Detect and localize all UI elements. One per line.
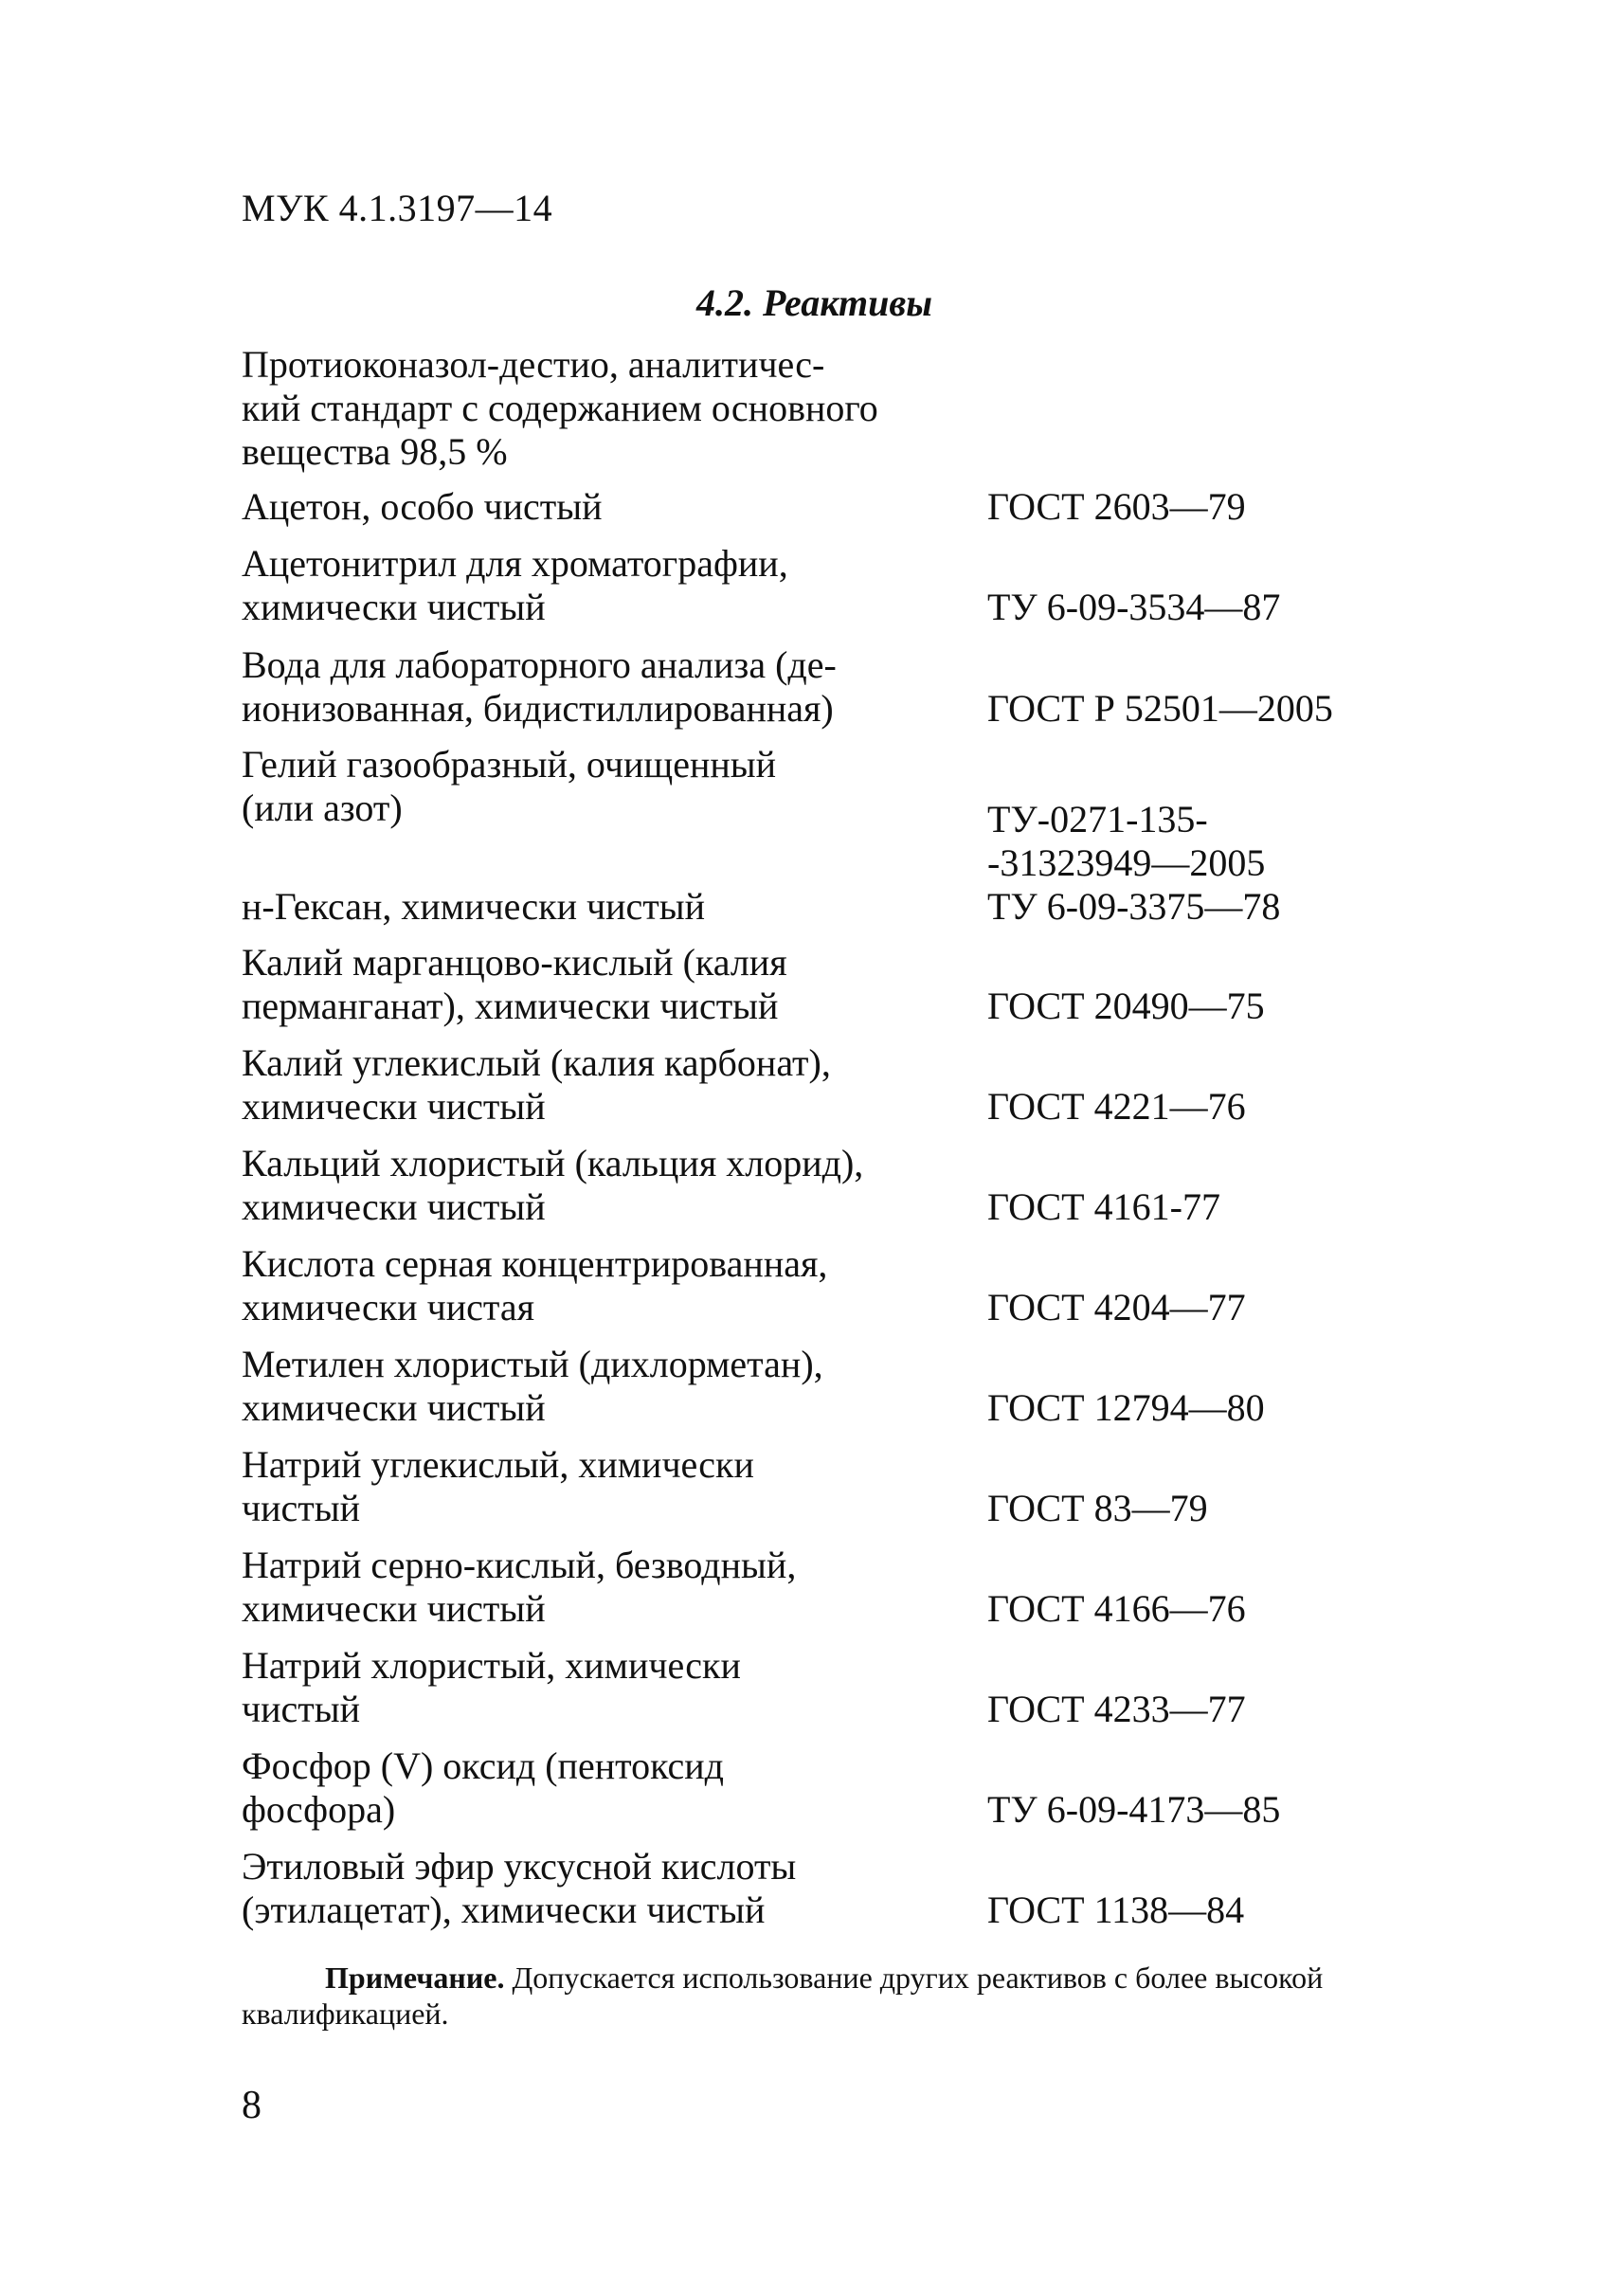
reagent-name — [242, 643, 962, 731]
reagent-name-line: н-Гексан, химически чистый — [242, 885, 706, 928]
section-title: 4.2. Реактивы — [696, 281, 932, 324]
reagent-name — [242, 1845, 962, 1932]
reagent-name — [242, 485, 962, 529]
reagent-standard-line: ГОСТ Р 52501—2005 — [987, 687, 1333, 730]
reagent-name — [242, 1242, 962, 1329]
reagent-standard-line: ТУ 6-09-3375—78 — [987, 885, 1281, 928]
reagent-name-line: химически чистый — [242, 586, 546, 628]
reagent-standard — [987, 586, 1280, 629]
reagent-name — [242, 1343, 962, 1430]
reagent-name-line: Натрий серно-кислый, безводный, — [242, 1544, 797, 1586]
reagent-name-line: чистый — [242, 1487, 361, 1529]
reagent-name — [242, 743, 962, 830]
reagent-standard-line: ГОСТ 4166—76 — [987, 1587, 1246, 1630]
reagent-name-line: химически чистый — [242, 1386, 546, 1429]
reagent-standard-line: ГОСТ 4161-77 — [987, 1185, 1220, 1228]
note — [242, 1960, 1416, 2032]
page-number: 8 — [242, 2084, 262, 2127]
reagent-name-line: Кислота серная концентрированная, — [242, 1242, 828, 1285]
reagent-name — [242, 1041, 962, 1129]
reagent-standard-line: ГОСТ 4233—77 — [987, 1688, 1246, 1730]
reagent-name-line: (этилацетат), химически чистый — [242, 1888, 766, 1931]
reagent-name-line: (или азот) — [242, 786, 403, 829]
reagent-name-line: Фосфор (V) оксид (пентоксид — [242, 1744, 725, 1787]
reagent-standard-line: ТУ 6-09-4173—85 — [987, 1788, 1281, 1831]
reagent-name-line: Калий марганцово-кислый (калия — [242, 941, 787, 984]
reagent-name — [242, 885, 962, 929]
reagent-name — [242, 941, 962, 1028]
reagent-name-line: Гелий газообразный, очищенный — [242, 743, 777, 786]
reagent-standard — [987, 1286, 1246, 1329]
reagent-name-line: ионизованная, бидистиллированная) — [242, 687, 834, 730]
reagent-name-line: Ацетонитрил для хроматографии, — [242, 542, 788, 585]
note-label: Примечание. — [325, 1961, 505, 1995]
reagent-standard — [987, 798, 1265, 885]
document-code: МУК 4.1.3197—14 — [242, 187, 553, 229]
reagent-standard — [987, 885, 1280, 929]
reagent-name-line: кий стандарт с содержанием основного — [242, 387, 878, 429]
reagent-name-line: Ацетон, особо чистый — [242, 485, 603, 528]
reagent-standard-line: -31323949—2005 — [987, 841, 1266, 884]
reagent-name-line: химически чистая — [242, 1286, 534, 1328]
reagent-name-line: чистый — [242, 1688, 361, 1730]
reagent-name-line: Этиловый эфир уксусной кислоты — [242, 1845, 797, 1888]
reagent-standard — [987, 985, 1265, 1028]
reagent-standard — [987, 485, 1246, 529]
reagent-standard — [987, 1185, 1220, 1229]
reagent-name — [242, 542, 962, 629]
reagent-standard-line: ГОСТ 12794—80 — [987, 1386, 1265, 1429]
reagent-name — [242, 1443, 962, 1530]
reagent-name-line: химически чистый — [242, 1085, 546, 1128]
reagent-standard-line: ГОСТ 4221—76 — [987, 1085, 1246, 1128]
reagent-standard — [987, 687, 1333, 731]
reagent-standard — [987, 1788, 1280, 1832]
reagent-standard — [987, 1688, 1246, 1731]
reagent-name-line: Метилен хлористый (дихлорметан), — [242, 1343, 823, 1385]
reagent-standard — [987, 1085, 1246, 1129]
reagent-name-line: химически чистый — [242, 1587, 546, 1630]
reagent-name — [242, 1644, 962, 1731]
reagent-standard — [987, 1888, 1244, 1932]
reagent-name — [242, 1544, 962, 1631]
reagent-name — [242, 343, 962, 474]
reagent-name — [242, 1142, 962, 1229]
reagent-name-line: вещества 98,5 % — [242, 430, 508, 473]
reagent-standard-line: ГОСТ 4204—77 — [987, 1286, 1246, 1328]
reagent-standard-line: ТУ-0271-135- — [987, 798, 1208, 840]
reagent-name-line: Протиоконазол-дестио, аналитичес- — [242, 343, 825, 386]
reagent-name-line: Натрий углекислый, химически — [242, 1443, 754, 1486]
reagent-name-line: Натрий хлористый, химически — [242, 1644, 741, 1687]
reagent-standard-line: ГОСТ 2603—79 — [987, 485, 1246, 528]
reagent-name — [242, 1744, 962, 1832]
reagent-name-line: Калий углекислый (калия карбонат), — [242, 1041, 831, 1084]
reagent-standard — [987, 1487, 1208, 1530]
reagent-name-line: Вода для лабораторного анализа (де- — [242, 643, 837, 686]
reagent-name-line: перманганат), химически чистый — [242, 985, 779, 1027]
reagent-standard-line: ГОСТ 83—79 — [987, 1487, 1208, 1529]
reagent-standard-line: ГОСТ 1138—84 — [987, 1888, 1245, 1931]
reagent-name-line: фосфора) — [242, 1788, 396, 1831]
reagent-standard — [987, 1587, 1246, 1631]
reagent-name-line: Кальций хлористый (кальция хлорид), — [242, 1142, 864, 1184]
reagent-standard-line: ГОСТ 20490—75 — [987, 985, 1265, 1027]
reagent-standard-line: ТУ 6-09-3534—87 — [987, 586, 1281, 628]
note-text: Допускается использование других реактивов с более высокой квалификацией. — [242, 1961, 1324, 2031]
reagent-name-line: химически чистый — [242, 1185, 546, 1228]
reagent-standard — [987, 1386, 1265, 1430]
